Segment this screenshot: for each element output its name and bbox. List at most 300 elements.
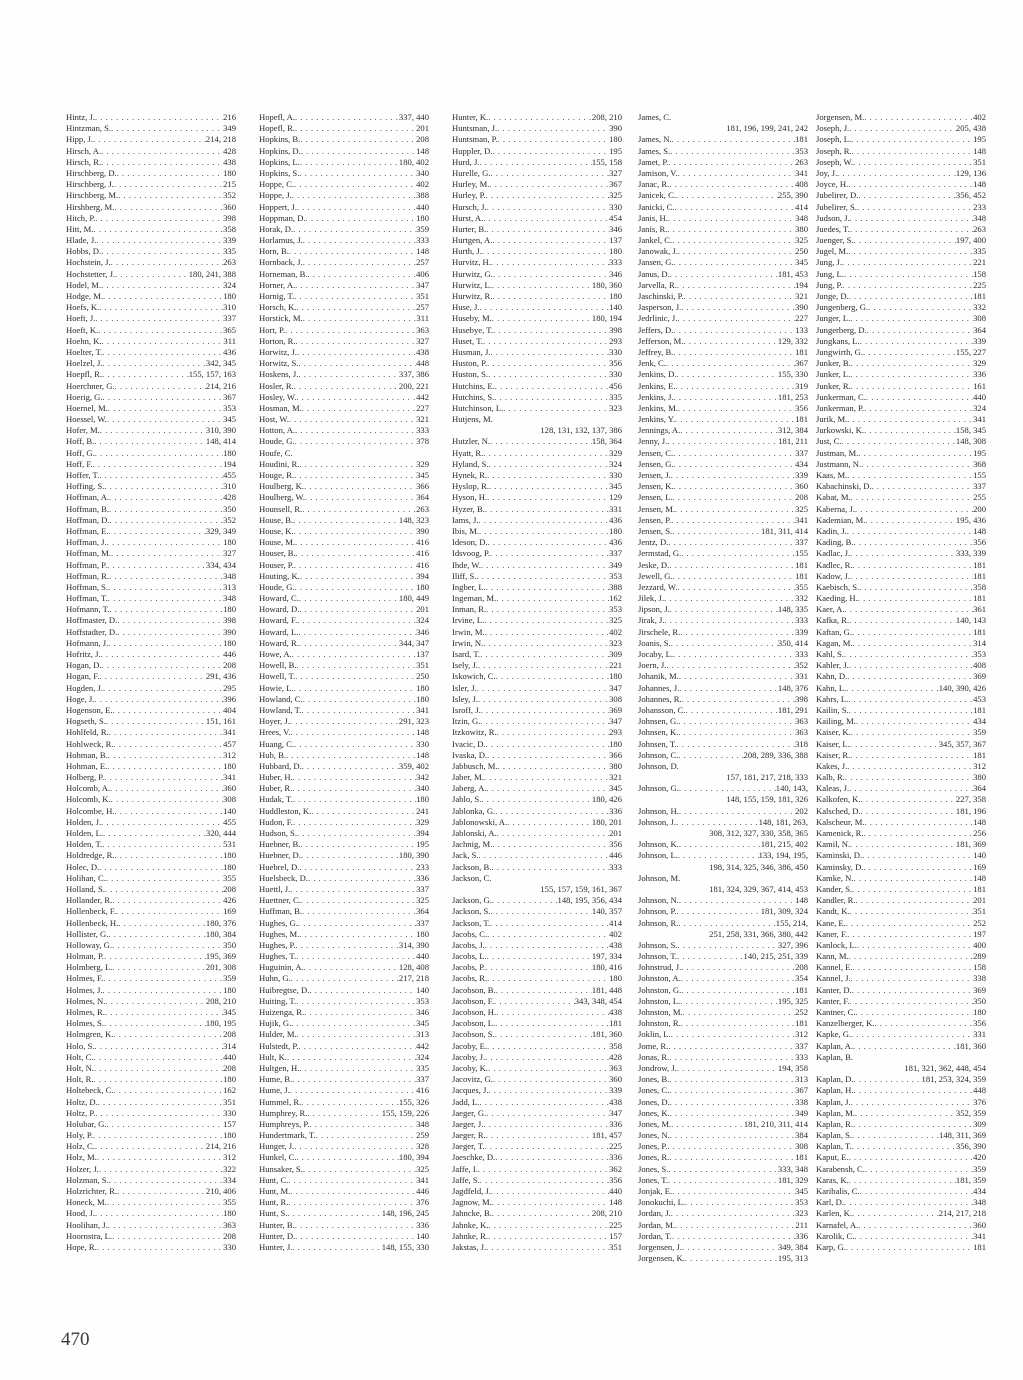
entry-pages: 227, 358 xyxy=(955,794,986,805)
dot-leader xyxy=(852,627,973,638)
entry-pages: 312 xyxy=(795,1029,808,1040)
index-entry xyxy=(259,750,429,761)
entry-pages: 314 xyxy=(973,637,986,648)
dot-leader xyxy=(847,929,973,940)
entry-name: Kaplan, A. xyxy=(816,1040,853,1051)
entry-name: Kalsched, D. xyxy=(816,805,861,816)
dot-leader xyxy=(485,504,609,515)
entry-name: Hundertmark, T. xyxy=(259,1130,316,1141)
entry-pages: 155, 158 xyxy=(591,156,622,167)
index-entry xyxy=(816,123,986,134)
dot-leader xyxy=(673,347,795,358)
entry-name: Joseph, W. xyxy=(816,156,854,167)
index-entry xyxy=(66,615,236,626)
entry-name: Hoerig, G. xyxy=(66,391,103,402)
dot-leader xyxy=(95,112,223,123)
dot-leader xyxy=(497,123,609,134)
entry-name: Horak, D. xyxy=(259,223,294,234)
entry-pages: 416 xyxy=(416,559,429,570)
entry-pages: 359 xyxy=(223,973,236,984)
entry-name: Jurkowski, K. xyxy=(816,425,864,436)
index-entry xyxy=(66,179,236,190)
entry-pages: 180 xyxy=(223,447,236,458)
entry-pages: 376 xyxy=(416,1197,429,1208)
entry-pages: 446 xyxy=(609,850,622,861)
entry-pages: 181, 210, 311, 414 xyxy=(743,1118,808,1129)
index-entry xyxy=(816,146,986,157)
entry-name: Jahnke, R. xyxy=(452,1230,489,1241)
entry-name: Horsch, K. xyxy=(259,302,297,313)
entry-pages: 345 xyxy=(795,257,808,268)
entry-pages: 329 xyxy=(973,358,986,369)
index-entry xyxy=(452,973,622,984)
entry-name: Huber, R. xyxy=(259,783,293,794)
entry-pages: 158, 364 xyxy=(591,436,622,447)
entry-pages: 390 xyxy=(795,302,808,313)
dot-leader xyxy=(852,884,973,895)
dot-leader xyxy=(676,906,760,917)
entry-name: Johnsen, T. xyxy=(638,738,677,749)
index-entry-continuation: 155, 157, 159, 161, 367 xyxy=(540,883,622,894)
entry-pages: 148 xyxy=(973,525,986,536)
dot-leader xyxy=(849,951,973,962)
index-entry xyxy=(259,235,429,246)
entry-pages: 180 xyxy=(416,212,429,223)
entry-pages: 155, 159, 226 xyxy=(381,1107,429,1118)
dot-leader xyxy=(853,1119,973,1130)
dot-leader xyxy=(298,627,416,638)
entry-name: Howland, C. xyxy=(259,693,303,704)
entry-pages: 181 xyxy=(973,570,986,581)
entry-name: Jarvella, R. xyxy=(638,279,677,290)
entry-pages: 337 xyxy=(223,313,236,324)
index-entry xyxy=(452,873,622,884)
index-entry xyxy=(638,918,808,929)
index-entry xyxy=(452,515,622,526)
entry-pages: 180 xyxy=(416,581,429,592)
dot-leader xyxy=(483,448,609,459)
dot-leader xyxy=(673,492,796,503)
entry-name: Hoefs, K. xyxy=(66,302,100,313)
index-entry xyxy=(452,224,622,235)
entry-name: Huber, H. xyxy=(259,772,293,783)
dot-leader xyxy=(114,179,223,190)
dot-leader xyxy=(113,705,224,716)
index-entry xyxy=(66,649,236,660)
dot-leader xyxy=(666,358,795,369)
dot-leader xyxy=(117,615,223,626)
entry-pages: 208, 210 xyxy=(591,112,622,122)
dot-leader xyxy=(676,817,759,828)
dot-leader xyxy=(677,951,743,962)
entry-pages: 227 xyxy=(795,313,808,324)
dot-leader xyxy=(487,1041,609,1052)
entry-name: Junger, L. xyxy=(816,313,851,324)
entry-name: Jungwirth, G. xyxy=(816,346,864,357)
index-entry xyxy=(638,817,808,828)
dot-leader xyxy=(671,1208,795,1219)
entry-name: Hoernel, M. xyxy=(66,402,108,413)
entry-name: Holdredge, R. xyxy=(66,850,115,861)
entry-pages: 309 xyxy=(973,1118,986,1129)
entry-pages: 180, 416 xyxy=(591,962,622,973)
entry-name: Jablonka, G. xyxy=(452,805,496,816)
entry-pages: 140 xyxy=(416,1230,429,1241)
entry-name: Howland, T. xyxy=(259,704,302,715)
entry-name: Jordan, M. xyxy=(638,1219,675,1230)
entry-pages: 442 xyxy=(416,1040,429,1051)
index-entry xyxy=(638,571,808,582)
dot-leader xyxy=(851,973,974,984)
entry-name: Hoffstadter, D. xyxy=(66,626,118,637)
entry-name: Hoffing, S. xyxy=(66,481,105,492)
entry-pages: 180 xyxy=(609,525,622,536)
entry-pages: 263 xyxy=(416,503,429,514)
index-entry xyxy=(638,873,808,884)
index-entry xyxy=(638,1007,808,1018)
index-entry xyxy=(259,459,429,470)
entry-pages: 353 xyxy=(973,649,986,659)
entry-pages: 335 xyxy=(223,246,236,257)
index-entry xyxy=(638,269,808,280)
index-entry xyxy=(259,1052,429,1063)
entry-name: Hutzler, N. xyxy=(452,436,491,447)
entry-pages: 180 xyxy=(223,1074,236,1085)
entry-pages: 140, 390, 426 xyxy=(938,682,986,693)
entry-pages: 363 xyxy=(416,324,429,335)
index-entry xyxy=(66,1186,236,1197)
entry-name: Jacoby, J. xyxy=(452,1051,486,1062)
index-entry xyxy=(452,1052,622,1063)
index-entry xyxy=(452,190,622,201)
dot-leader xyxy=(492,146,609,157)
dot-leader xyxy=(852,1141,956,1152)
entry-name: Holland, S. xyxy=(66,883,105,894)
dot-leader xyxy=(491,862,609,873)
dot-leader xyxy=(94,694,223,705)
dot-leader xyxy=(95,1108,223,1119)
entry-pages: 257 xyxy=(416,257,429,268)
dot-leader xyxy=(298,369,399,380)
entry-pages: 354 xyxy=(795,973,808,984)
dot-leader xyxy=(496,593,609,604)
index-entry xyxy=(66,448,236,459)
dot-leader xyxy=(684,291,796,302)
dot-leader xyxy=(102,336,224,347)
entry-name: Hoolihan, J. xyxy=(66,1219,108,1230)
dot-leader xyxy=(479,526,609,537)
entry-pages: 129, 136 xyxy=(955,167,986,178)
index-entry xyxy=(638,582,808,593)
entry-pages: 353 xyxy=(609,570,622,581)
dot-leader xyxy=(850,996,974,1007)
entry-pages: 360 xyxy=(795,481,808,492)
dot-leader xyxy=(103,985,224,996)
dot-leader xyxy=(678,246,795,257)
entry-name: Jentz, D. xyxy=(638,537,669,548)
entry-name: Kaberna, J. xyxy=(816,503,855,514)
entry-pages: 181, 211 xyxy=(778,436,808,447)
index-entry xyxy=(816,638,986,649)
entry-pages: 356 xyxy=(795,402,808,413)
entry-name: Hurelle, G. xyxy=(452,167,491,178)
entry-name: James, C. xyxy=(638,112,672,122)
entry-pages: 295 xyxy=(223,682,236,693)
index-entry xyxy=(259,414,429,425)
index-entry xyxy=(259,157,429,168)
entry-name: Karp, G. xyxy=(816,1241,846,1252)
dot-leader xyxy=(95,313,223,324)
entry-name: Hurter, B. xyxy=(452,223,487,234)
dot-leader xyxy=(102,839,223,850)
index-entry xyxy=(638,436,808,447)
entry-name: Jamet, P. xyxy=(638,156,669,167)
entry-name: Hirschberg, D. xyxy=(66,167,117,178)
index-entry xyxy=(638,705,808,716)
index-entry xyxy=(259,694,429,705)
entry-name: Jacobson, B. xyxy=(452,984,496,995)
index-entry xyxy=(816,996,986,1007)
index-entry xyxy=(259,727,429,738)
dot-leader xyxy=(678,168,796,179)
dot-leader xyxy=(304,962,399,973)
entry-pages: 195 xyxy=(973,447,986,458)
index-entry xyxy=(638,1242,808,1253)
index-entry xyxy=(638,369,808,380)
entry-pages: 358 xyxy=(973,581,986,592)
dot-leader xyxy=(492,313,592,324)
entry-name: Hynek, R. xyxy=(452,470,488,480)
entry-pages: 356, 390 xyxy=(955,1141,986,1152)
entry-pages: 180, 402 xyxy=(398,156,429,167)
dot-leader xyxy=(681,985,795,996)
index-entry xyxy=(638,548,808,559)
dot-leader xyxy=(845,604,974,615)
dot-leader xyxy=(859,582,973,593)
dot-leader xyxy=(103,291,223,302)
index-entry xyxy=(638,481,808,492)
index-entry xyxy=(66,515,236,526)
entry-name: Iliff, S. xyxy=(452,570,477,581)
dot-leader xyxy=(105,884,223,895)
entry-name: Joseph, R. xyxy=(816,145,852,156)
entry-pages: 324 xyxy=(609,458,622,469)
dot-leader xyxy=(495,806,609,817)
entry-pages: 428 xyxy=(223,145,236,156)
entry-name: Junge, D. xyxy=(816,291,849,301)
index-column xyxy=(452,112,622,1253)
dot-leader xyxy=(101,817,223,828)
entry-pages: 331 xyxy=(973,1029,986,1040)
entry-pages: 180 xyxy=(609,134,622,145)
entry-pages: 157 xyxy=(223,1118,236,1129)
entry-name: James, N. xyxy=(638,134,672,145)
dot-leader xyxy=(107,1197,223,1208)
dot-leader xyxy=(498,134,610,145)
entry-name: Hochstein, J. xyxy=(66,257,111,268)
entry-name: Kadlec, R. xyxy=(816,559,853,570)
entry-name: Holcomb, K. xyxy=(66,794,111,805)
entry-pages: 380 xyxy=(795,223,808,234)
entry-name: Karl, D. xyxy=(816,1197,844,1208)
index-entry xyxy=(259,951,429,962)
entry-pages: 333 xyxy=(795,615,808,626)
entry-pages: 341 xyxy=(416,704,429,715)
entry-pages: 364 xyxy=(973,324,986,335)
entry-name: Hort, P. xyxy=(259,324,286,335)
index-entry xyxy=(452,1208,622,1219)
entry-pages: 181, 329 xyxy=(777,1174,808,1185)
index-entry xyxy=(452,526,622,537)
dot-leader xyxy=(288,1197,416,1208)
entry-name: Jome, R. xyxy=(638,1040,669,1051)
dot-leader xyxy=(479,1097,609,1108)
index-entry xyxy=(66,895,236,906)
entry-name: Hulstedt, P. xyxy=(259,1040,299,1051)
entry-pages: 345 xyxy=(795,1186,808,1196)
entry-pages: 155 xyxy=(795,548,808,559)
index-entry xyxy=(66,291,236,302)
entry-pages: 140, 143 xyxy=(955,615,986,626)
dot-leader xyxy=(669,179,795,190)
dot-leader xyxy=(854,1231,973,1242)
entry-pages: 348 xyxy=(973,212,986,223)
entry-pages: 446 xyxy=(223,649,236,659)
entry-name: Hub, B. xyxy=(259,749,286,760)
entry-pages: 129, 332 xyxy=(777,335,808,346)
index-entry xyxy=(452,381,622,392)
index-entry xyxy=(452,862,622,873)
entry-name: Hutchinson, L. xyxy=(452,402,504,413)
dot-leader xyxy=(114,1085,224,1096)
dot-leader xyxy=(496,1007,609,1018)
index-entry xyxy=(816,358,986,369)
dot-leader xyxy=(108,750,223,761)
index-entry xyxy=(259,392,429,403)
entry-pages: 359, 402 xyxy=(398,760,429,771)
entry-name: Kahn, D. xyxy=(816,671,848,682)
entry-name: Jaberg, A. xyxy=(452,783,487,794)
entry-name: Kahn, L. xyxy=(816,682,847,693)
entry-pages: 181, 196 xyxy=(955,805,986,816)
entry-pages: 325 xyxy=(609,615,622,626)
index-entry xyxy=(452,671,622,682)
entry-pages: 155, 330 xyxy=(777,369,808,380)
dot-leader xyxy=(850,571,973,582)
entry-name: Inman, R. xyxy=(452,604,487,615)
entry-pages: 333, 339 xyxy=(955,548,986,559)
entry-pages: 330 xyxy=(223,1107,236,1118)
dot-leader xyxy=(668,1041,795,1052)
dot-leader xyxy=(486,1108,609,1119)
entry-pages: 200, 221 xyxy=(398,380,429,391)
entry-name: Hogden, J. xyxy=(66,682,103,693)
entry-name: Janac, R. xyxy=(638,179,670,190)
entry-pages: 148, 155, 330 xyxy=(381,1241,429,1252)
index-entry xyxy=(452,1108,622,1119)
entry-name: Hulder, M. xyxy=(259,1029,297,1040)
index-entry xyxy=(816,504,986,515)
dot-leader xyxy=(672,526,761,537)
index-entry xyxy=(452,1141,622,1152)
dot-leader xyxy=(98,1097,223,1108)
index-entry xyxy=(66,1029,236,1040)
entry-pages: 345 xyxy=(416,1018,429,1029)
index-entry xyxy=(66,683,236,694)
entry-name: Horlamus, J. xyxy=(259,235,303,246)
dot-leader xyxy=(672,134,795,145)
dot-leader xyxy=(680,425,778,436)
index-entry xyxy=(66,302,236,313)
dot-leader xyxy=(846,1242,973,1253)
dot-leader xyxy=(294,291,416,302)
entry-pages: 428 xyxy=(609,1051,622,1062)
index-entry xyxy=(66,671,236,682)
index-entry xyxy=(452,157,622,168)
index-entry xyxy=(66,347,236,358)
index-entry xyxy=(452,1018,622,1029)
entry-pages: 442 xyxy=(416,391,429,402)
entry-name: Jacovitz, G. xyxy=(452,1074,493,1085)
dot-leader xyxy=(484,772,609,783)
dot-leader xyxy=(303,257,416,268)
entry-name: Huang, C. xyxy=(259,738,295,749)
index-entry xyxy=(259,481,429,492)
dot-leader xyxy=(868,302,973,313)
dot-leader xyxy=(672,1231,795,1242)
dot-leader xyxy=(301,705,416,716)
entry-name: Jensen, P. xyxy=(638,514,672,525)
entry-pages: 323 xyxy=(795,1208,808,1219)
entry-pages: 428 xyxy=(223,492,236,503)
index-entry xyxy=(816,1208,986,1219)
entry-pages: 312 xyxy=(223,749,236,760)
entry-pages: 388 xyxy=(416,190,429,201)
entry-name: Huse, J. xyxy=(452,302,480,313)
dot-leader xyxy=(490,436,592,447)
index-entry xyxy=(259,1220,429,1231)
entry-pages: 140 xyxy=(973,850,986,861)
index-entry xyxy=(816,179,986,190)
entry-pages: 208 xyxy=(795,962,808,973)
entry-name: Hurvitz, H. xyxy=(452,257,491,268)
entry-pages: 352 xyxy=(223,514,236,525)
dot-leader xyxy=(672,235,795,246)
entry-name: Holzman, S. xyxy=(66,1174,109,1185)
dot-leader xyxy=(116,906,223,917)
entry-name: Kagan, M. xyxy=(816,637,853,648)
index-entry xyxy=(259,1007,429,1018)
entry-pages: 250 xyxy=(795,246,808,257)
entry-pages: 394 xyxy=(416,828,429,838)
entry-name: Hudson, S. xyxy=(259,828,297,838)
index-entry xyxy=(66,313,236,324)
entry-pages: 350 xyxy=(973,995,986,1006)
dot-leader xyxy=(294,560,416,571)
dot-leader xyxy=(295,425,416,436)
dot-leader xyxy=(478,660,609,671)
dot-leader xyxy=(842,257,973,268)
entry-pages: 201 xyxy=(609,828,622,838)
entry-name: Kanter, D. xyxy=(816,984,852,995)
index-entry xyxy=(452,772,622,783)
entry-pages: 337 xyxy=(795,447,808,458)
entry-pages: 263 xyxy=(973,223,986,234)
entry-pages: 333 xyxy=(416,425,429,436)
entry-name: Juedes, T. xyxy=(816,223,850,234)
entry-name: Jack, S. xyxy=(452,850,479,861)
dot-leader xyxy=(114,1029,224,1040)
